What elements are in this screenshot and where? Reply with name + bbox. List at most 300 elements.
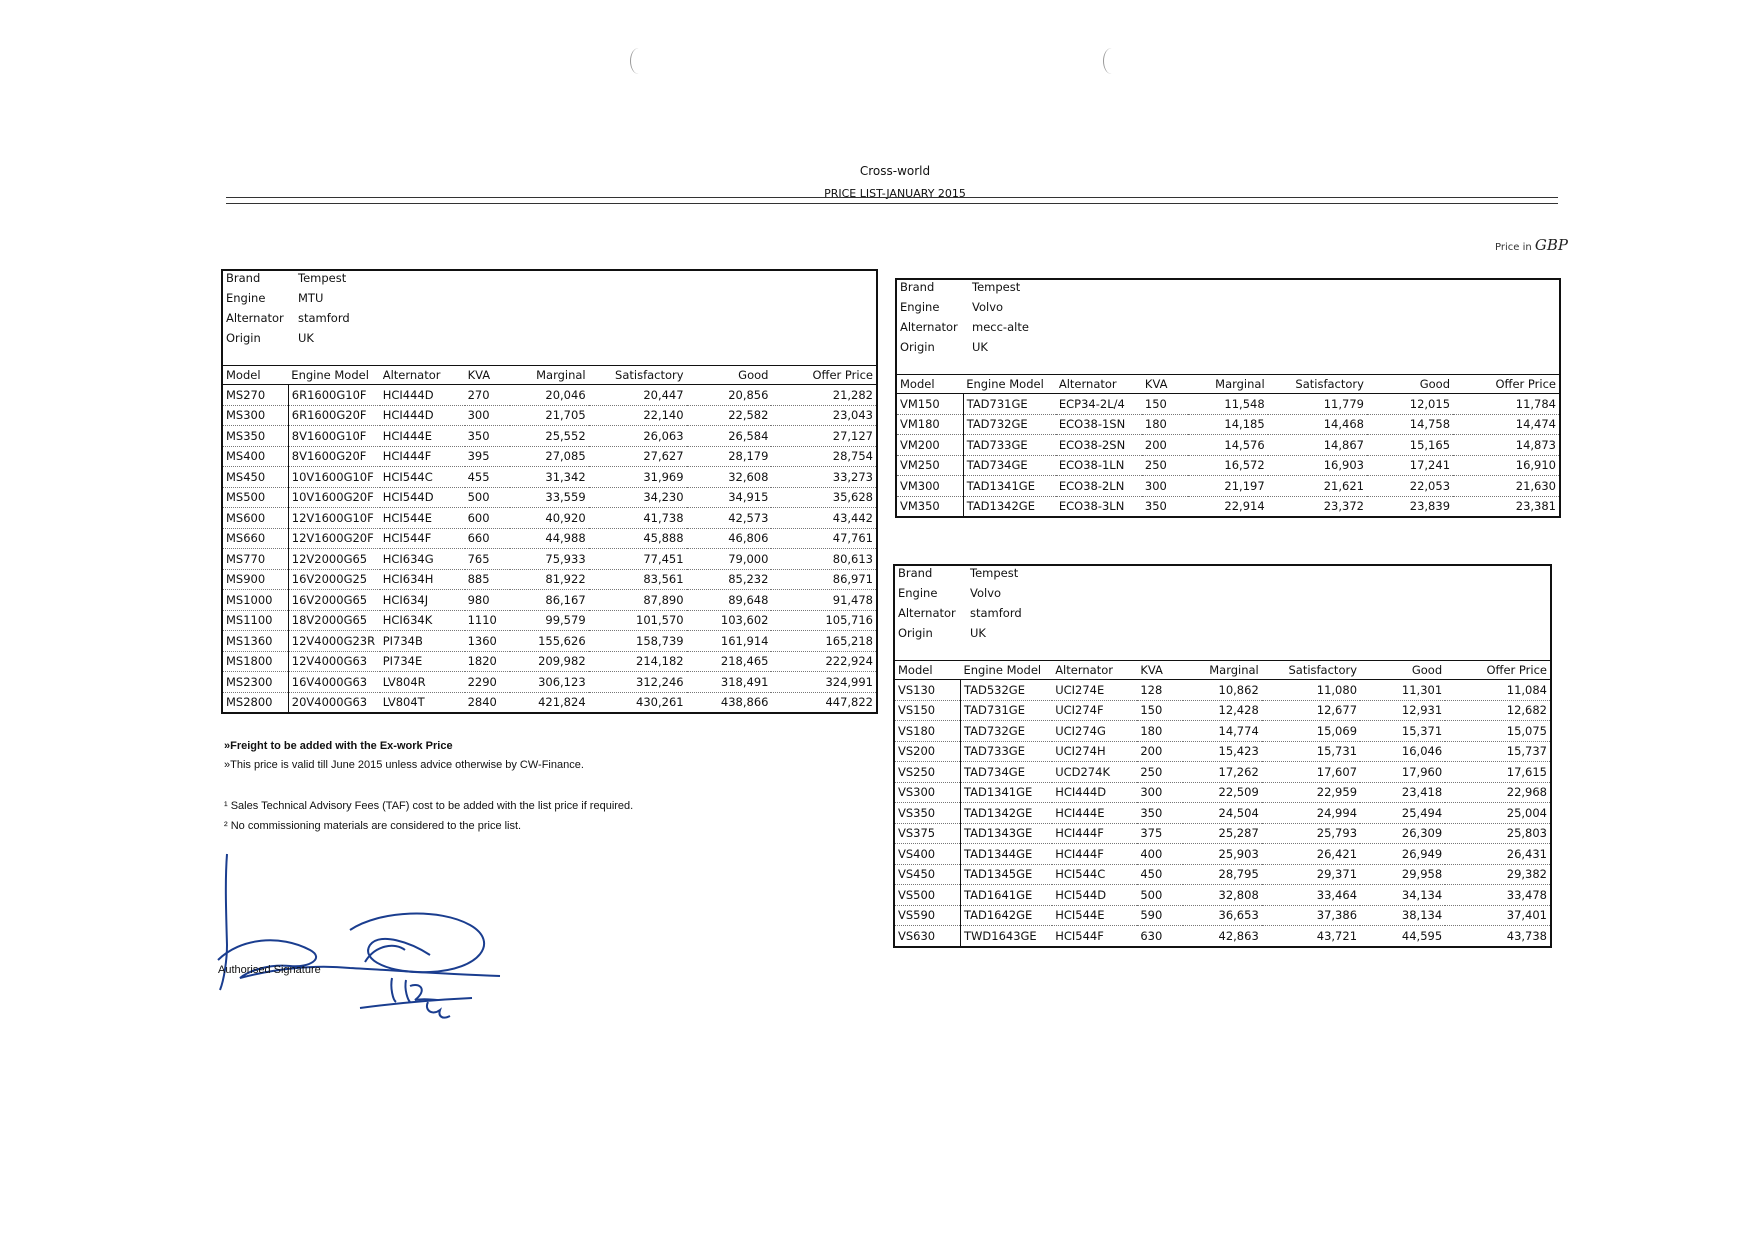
table-cell: 29,958 — [1360, 864, 1445, 885]
table-cell: 24,994 — [1262, 803, 1360, 824]
column-header: Marginal — [510, 366, 588, 385]
table-cell: 43,721 — [1316, 928, 1358, 943]
table-cell: 1110 — [465, 610, 511, 631]
table-cell: VS250 — [895, 762, 961, 783]
table-row — [223, 528, 876, 549]
table-cell: 22,053 — [1367, 476, 1453, 497]
title-rule-bottom — [226, 203, 1558, 204]
table-cell: 21,197 — [1188, 476, 1267, 497]
price-in-label: Price in — [1495, 242, 1532, 253]
table-cell: 200 — [1137, 741, 1183, 762]
table-cell: TAD1342GE — [966, 499, 1035, 514]
table-cell: 312,246 — [589, 672, 687, 693]
table-cell: 161,914 — [687, 631, 772, 652]
table-cell: HCI544F — [380, 528, 465, 549]
table-cell: 23,381 — [1515, 499, 1556, 514]
table-cell: 12,682 — [1445, 700, 1550, 721]
table-cell: VS200 — [895, 741, 961, 762]
column-header: Model — [895, 661, 961, 680]
table-cell: 6R1600G20F — [288, 405, 379, 426]
table-cell: 16V2000G65 — [288, 590, 379, 611]
price-grid — [895, 660, 1550, 946]
column-header: KVA — [1137, 661, 1183, 680]
table-cell: 29,382 — [1445, 864, 1550, 885]
table-cell: 218,465 — [687, 651, 772, 672]
table-cell: 26,949 — [1360, 844, 1445, 865]
column-header: Engine Model — [961, 661, 1053, 680]
table-cell: 33,464 — [1262, 885, 1360, 906]
table-row — [223, 467, 876, 488]
freight-note: »Freight to be added with the Ex-work Price — [224, 740, 453, 752]
table-cell: 20,447 — [589, 385, 687, 406]
table-cell: ECO38-1LN — [1056, 455, 1142, 476]
table-cell: MS900 — [223, 569, 288, 590]
table-cell: 1820 — [465, 651, 511, 672]
authorised-signature-label: Authorised Signature — [218, 964, 321, 976]
table-cell: 455 — [465, 467, 511, 488]
column-header: Engine Model — [963, 375, 1056, 394]
column-header: Offer Price — [771, 366, 876, 385]
table-cell: TAD734GE — [961, 762, 1053, 783]
table-cell: 600 — [465, 508, 511, 529]
table-row — [897, 414, 1559, 435]
table-cell: 6R1600G10F — [288, 385, 379, 406]
table-cell: VS450 — [895, 864, 961, 885]
table-cell: 27,085 — [510, 446, 588, 467]
table-cell: VS400 — [895, 844, 961, 865]
table-cell: MS450 — [223, 467, 288, 488]
table-row — [223, 487, 876, 508]
column-header-row — [895, 661, 1550, 680]
table-cell: 21,630 — [1453, 476, 1559, 497]
table-cell: 11,301 — [1360, 680, 1445, 701]
spec-value: UK — [972, 340, 988, 354]
spec-value: UK — [970, 626, 986, 640]
punch-hole-mark-left — [630, 48, 647, 74]
table-cell: HCI444F — [1052, 844, 1137, 865]
table-cell: 15,737 — [1445, 741, 1550, 762]
table-cell: 28,179 — [687, 446, 772, 467]
table-cell: HCI444E — [380, 426, 465, 447]
table-cell: TWD1643GE — [964, 928, 1037, 943]
table-cell: 375 — [1137, 823, 1183, 844]
table-cell: 86,971 — [771, 569, 876, 590]
table-cell: 165,218 — [771, 631, 876, 652]
company-title: Cross-world — [859, 164, 931, 178]
table-cell: 12,931 — [1360, 700, 1445, 721]
table-cell: 25,903 — [1183, 844, 1262, 865]
table-row — [223, 405, 876, 426]
table-cell: VS590 — [895, 905, 961, 926]
table-cell: 765 — [465, 549, 511, 570]
spec-key: Origin — [898, 626, 933, 640]
table-cell: VM300 — [897, 476, 963, 497]
table-cell: 42,863 — [1218, 928, 1259, 943]
table-cell: 26,063 — [589, 426, 687, 447]
price-currency-note — [1495, 236, 1568, 254]
spec-key: Engine — [898, 586, 938, 600]
price-in-currency: GBP — [1534, 236, 1568, 254]
table-cell: 103,602 — [687, 610, 772, 631]
table-cell: 31,969 — [589, 467, 687, 488]
table-cell: 270 — [465, 385, 511, 406]
table-cell: 21,282 — [771, 385, 876, 406]
column-header: Satisfactory — [1268, 375, 1367, 394]
table-cell: TAD1642GE — [961, 905, 1053, 926]
table-cell: 630 — [1140, 928, 1163, 943]
table-cell: 14,867 — [1268, 435, 1367, 456]
table-cell: 15,731 — [1262, 741, 1360, 762]
table-cell: 14,474 — [1453, 414, 1559, 435]
table-cell: 75,933 — [510, 549, 588, 570]
table-cell: 214,182 — [589, 651, 687, 672]
table-cell: 38,134 — [1360, 905, 1445, 926]
table-row — [895, 762, 1550, 783]
table-cell: 22,582 — [687, 405, 772, 426]
table-cell: 34,230 — [589, 487, 687, 508]
table-cell: 24,504 — [1183, 803, 1262, 824]
table-row — [223, 631, 876, 652]
table-cell: VS375 — [895, 823, 961, 844]
table-cell: TAD1341GE — [961, 782, 1053, 803]
table-cell: 25,552 — [510, 426, 588, 447]
table-cell: ECO38-2LN — [1056, 476, 1142, 497]
table-cell: 25,004 — [1445, 803, 1550, 824]
table-cell: HCI544D — [380, 487, 465, 508]
table-cell: 16V4000G63 — [288, 672, 379, 693]
spec-key: Origin — [226, 331, 261, 345]
column-header: Offer Price — [1453, 375, 1559, 394]
table-cell: 300 — [1137, 782, 1183, 803]
table-cell: 85,232 — [687, 569, 772, 590]
spec-key: Alternator — [900, 320, 958, 334]
table-cell: 27,627 — [589, 446, 687, 467]
table-cell: 26,584 — [687, 426, 772, 447]
table-cell: 15,423 — [1183, 741, 1262, 762]
table-row — [895, 741, 1550, 762]
table-cell: 150 — [1137, 700, 1183, 721]
spec-value: UK — [298, 331, 314, 345]
table-cell: 11,548 — [1188, 394, 1267, 415]
table-cell: 15,371 — [1360, 721, 1445, 742]
column-header: KVA — [1142, 375, 1188, 394]
table-cell: 180 — [1137, 721, 1183, 742]
table-cell: 155,626 — [510, 631, 588, 652]
table-cell: 209,982 — [510, 651, 588, 672]
table-row — [223, 508, 876, 529]
table-cell: 33,478 — [1445, 885, 1550, 906]
table-cell: 12,015 — [1367, 394, 1453, 415]
table-cell: 450 — [1137, 864, 1183, 885]
table-row — [223, 549, 876, 570]
spec-header — [897, 280, 1559, 374]
table-cell: MS1000 — [223, 590, 288, 611]
column-header: Good — [1367, 375, 1453, 394]
table-cell: 14,758 — [1367, 414, 1453, 435]
table-cell: 12,428 — [1183, 700, 1262, 721]
table-cell: 17,615 — [1445, 762, 1550, 783]
table-cell: 128 — [1137, 680, 1183, 701]
column-header: Model — [223, 366, 288, 385]
table-cell: 15,165 — [1367, 435, 1453, 456]
table-cell: TAD1343GE — [961, 823, 1053, 844]
spec-value: stamford — [970, 606, 1022, 620]
table-cell: 17,262 — [1183, 762, 1262, 783]
table-cell: 34,134 — [1360, 885, 1445, 906]
table-cell: 23,043 — [771, 405, 876, 426]
table-cell: 36,653 — [1183, 905, 1262, 926]
table-cell: 79,000 — [687, 549, 772, 570]
table-cell: TAD1342GE — [961, 803, 1053, 824]
table-row — [223, 569, 876, 590]
table-cell: 11,784 — [1453, 394, 1559, 415]
table-cell: MS400 — [223, 446, 288, 467]
table-cell: 395 — [465, 446, 511, 467]
mtu-stamford-price-table — [221, 269, 878, 714]
table-cell: 44,595 — [1401, 928, 1443, 943]
table-cell: HCI544E — [380, 508, 465, 529]
table-cell: ECO38-1SN — [1056, 414, 1142, 435]
table-cell: TAD732GE — [961, 721, 1053, 742]
table-cell: MS1360 — [223, 631, 288, 652]
table-cell: MS500 — [223, 487, 288, 508]
table-cell: UCD274K — [1052, 762, 1137, 783]
table-cell: 12,677 — [1262, 700, 1360, 721]
table-cell: UCI274H — [1052, 741, 1137, 762]
table-cell: 101,570 — [589, 610, 687, 631]
table-cell: TAD734GE — [963, 455, 1056, 476]
table-cell: 300 — [465, 405, 511, 426]
table-cell: VS130 — [895, 680, 961, 701]
table-cell: MS660 — [223, 528, 288, 549]
column-header: Alternator — [380, 366, 465, 385]
table-cell: 16,903 — [1268, 455, 1367, 476]
table-cell: 11,080 — [1262, 680, 1360, 701]
table-row — [895, 803, 1550, 824]
table-cell: TAD1641GE — [961, 885, 1053, 906]
table-cell: 17,607 — [1262, 762, 1360, 783]
table-cell: VS350 — [895, 803, 961, 824]
table-cell: HCI444F — [1052, 823, 1137, 844]
table-cell: 324,991 — [771, 672, 876, 693]
table-cell: 28,754 — [771, 446, 876, 467]
table-cell: 8V1600G20F — [288, 446, 379, 467]
column-header-row — [897, 375, 1559, 394]
table-cell: 91,478 — [771, 590, 876, 611]
table-row — [223, 692, 876, 712]
table-cell: MS1800 — [223, 651, 288, 672]
table-cell: 222,924 — [771, 651, 876, 672]
table-cell: PI734B — [380, 631, 465, 652]
column-header: Marginal — [1188, 375, 1267, 394]
table-cell: 11,779 — [1268, 394, 1367, 415]
table-cell: 27,127 — [771, 426, 876, 447]
table-cell: VS500 — [895, 885, 961, 906]
table-cell: 26,431 — [1445, 844, 1550, 865]
table-cell: 14,774 — [1183, 721, 1262, 742]
table-cell: HCI634J — [380, 590, 465, 611]
table-cell: 25,287 — [1183, 823, 1262, 844]
table-cell: 590 — [1137, 905, 1183, 926]
table-cell: MS600 — [223, 508, 288, 529]
table-row — [895, 905, 1550, 926]
table-cell: TAD731GE — [961, 700, 1053, 721]
table-cell: 14,576 — [1188, 435, 1267, 456]
column-header: Good — [1360, 661, 1445, 680]
table-cell: 22,914 — [1224, 499, 1265, 514]
table-cell: ECO38-3LN — [1058, 499, 1125, 514]
commissioning-footnote: ² No commissioning materials are considered to the price list. — [224, 820, 522, 832]
table-cell: 16,910 — [1453, 455, 1559, 476]
punch-hole-mark-right — [1103, 48, 1120, 74]
table-row — [897, 435, 1559, 456]
table-cell: 46,806 — [687, 528, 772, 549]
table-cell: 980 — [465, 590, 511, 611]
table-cell: 89,648 — [687, 590, 772, 611]
table-cell: 12V4000G63 — [288, 651, 379, 672]
table-cell: VS630 — [895, 926, 961, 946]
table-cell: VS300 — [895, 782, 961, 803]
table-cell: 2290 — [465, 672, 511, 693]
column-header: Alternator — [1056, 375, 1142, 394]
table-cell: 22,959 — [1262, 782, 1360, 803]
table-cell: 37,386 — [1262, 905, 1360, 926]
price-grid — [897, 374, 1559, 516]
table-row — [223, 426, 876, 447]
spec-header — [895, 566, 1550, 660]
table-cell: HCI444D — [1052, 782, 1137, 803]
table-cell: 22,968 — [1445, 782, 1550, 803]
table-row — [895, 885, 1550, 906]
table-cell: 350 — [1137, 803, 1183, 824]
table-cell: 150 — [1142, 394, 1188, 415]
table-cell: 33,559 — [510, 487, 588, 508]
table-cell: TAD731GE — [963, 394, 1056, 415]
table-cell: 45,888 — [589, 528, 687, 549]
spec-value: Tempest — [298, 271, 347, 285]
table-row — [223, 610, 876, 631]
table-cell: MS350 — [223, 426, 288, 447]
column-header: Satisfactory — [589, 366, 687, 385]
table-cell: PI734E — [380, 651, 465, 672]
price-list-subtitle: PRICE LIST-JANUARY 2015 — [824, 187, 966, 200]
table-cell: 23,372 — [1323, 499, 1364, 514]
table-cell: 47,761 — [771, 528, 876, 549]
table-cell: 22,140 — [589, 405, 687, 426]
table-cell: 14,873 — [1453, 435, 1559, 456]
table-row — [895, 844, 1550, 865]
table-cell: 26,421 — [1262, 844, 1360, 865]
table-row — [223, 590, 876, 611]
table-cell: 77,451 — [589, 549, 687, 570]
table-cell: 41,738 — [589, 508, 687, 529]
table-cell: 22,509 — [1183, 782, 1262, 803]
table-cell: VM350 — [897, 496, 963, 516]
table-cell: HCI634K — [380, 610, 465, 631]
table-cell: 80,613 — [771, 549, 876, 570]
table-row — [895, 823, 1550, 844]
table-cell: HCI634G — [380, 549, 465, 570]
table-row — [897, 476, 1559, 497]
table-cell: 32,808 — [1183, 885, 1262, 906]
spec-header — [223, 271, 876, 365]
table-row — [897, 455, 1559, 476]
column-header: Engine Model — [288, 366, 379, 385]
table-row — [897, 394, 1559, 415]
table-cell: 11,084 — [1445, 680, 1550, 701]
table-cell: TAD732GE — [963, 414, 1056, 435]
table-cell: 12V1600G10F — [288, 508, 379, 529]
table-cell: 44,988 — [510, 528, 588, 549]
table-row — [223, 385, 876, 406]
table-cell: 421,824 — [538, 695, 586, 710]
table-cell: 885 — [465, 569, 511, 590]
table-cell: 43,738 — [1506, 928, 1547, 943]
table-cell: 500 — [1137, 885, 1183, 906]
table-cell: 14,468 — [1268, 414, 1367, 435]
spec-key: Brand — [900, 280, 935, 294]
table-cell: 15,075 — [1445, 721, 1550, 742]
table-row — [223, 651, 876, 672]
table-cell: ECP34-2L/4 — [1056, 394, 1142, 415]
table-row — [223, 446, 876, 467]
table-row — [895, 700, 1550, 721]
table-cell: HCI444D — [380, 385, 465, 406]
spec-value: Tempest — [970, 566, 1019, 580]
table-cell: VM150 — [897, 394, 963, 415]
validity-note: »This price is valid till June 2015 unless advice otherwise by CW-Finance. — [224, 759, 584, 771]
table-cell: 26,309 — [1360, 823, 1445, 844]
spec-value: MTU — [298, 291, 324, 305]
price-grid — [223, 365, 876, 712]
table-cell: 25,793 — [1262, 823, 1360, 844]
column-header: Offer Price — [1445, 661, 1550, 680]
table-cell: 318,491 — [687, 672, 772, 693]
table-cell: 350 — [1144, 499, 1167, 514]
table-cell: 23,418 — [1360, 782, 1445, 803]
table-cell: VS150 — [895, 700, 961, 721]
table-cell: HCI444D — [380, 405, 465, 426]
table-row — [895, 680, 1550, 701]
table-cell: TAD733GE — [963, 435, 1056, 456]
spec-key: Alternator — [226, 311, 284, 325]
table-cell: 306,123 — [510, 672, 588, 693]
table-cell: HCI634H — [380, 569, 465, 590]
table-cell: MS300 — [223, 405, 288, 426]
table-cell: MS770 — [223, 549, 288, 570]
table-cell: 350 — [465, 426, 511, 447]
table-cell: 29,371 — [1262, 864, 1360, 885]
column-header-row — [223, 366, 876, 385]
table-cell: UCI274E — [1052, 680, 1137, 701]
spec-value: mecc-alte — [972, 320, 1029, 334]
table-cell: 10V1600G10F — [288, 467, 379, 488]
table-cell: 23,839 — [1409, 499, 1451, 514]
table-row — [895, 721, 1550, 742]
table-cell: 18V2000G65 — [288, 610, 379, 631]
table-cell: MS2800 — [223, 692, 288, 712]
table-cell: VM250 — [897, 455, 963, 476]
table-cell: 180 — [1142, 414, 1188, 435]
spec-key: Engine — [226, 291, 266, 305]
spec-key: Brand — [226, 271, 261, 285]
table-cell: UCI274F — [1052, 700, 1137, 721]
column-header: Marginal — [1183, 661, 1262, 680]
volvo-stamford-price-table — [893, 564, 1552, 948]
table-cell: TAD733GE — [961, 741, 1053, 762]
table-cell: 400 — [1137, 844, 1183, 865]
table-cell: HCI544C — [380, 467, 465, 488]
